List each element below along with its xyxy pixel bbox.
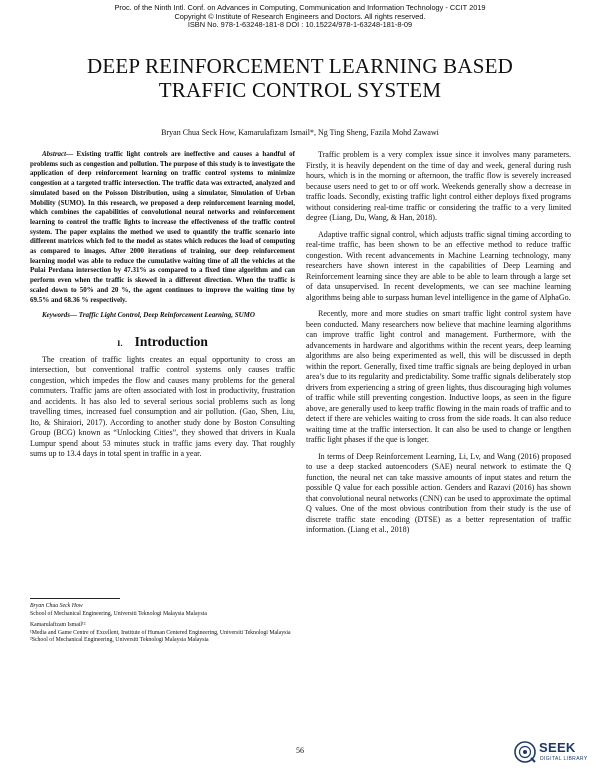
right-paragraph-3: Recently, more and more studies on smart traffic light control system have been conducted. Many researchers now believe that machine learning algorithms can improve traffic light control and management. Furthermore, with the advancements in hardware and algorithms within the recent years, deep learning algorithms are also being experimented as well, this will be discussed in depth within the report. Generally, fixed time traffic signals are being deployed in urban area’s due to its regularity and predictability. Some traffic signals deliberately stop drivers from experiencing a string of green lights, thus discouraging high volumes of traffic while still preventing congestion. Inductive loops, as seen in the figure above, are generally used to keep traffic flowing in the main roads of traffic and to detect if there are vehicles waiting to cross from the side roads. It can also reduce waiting time at the traffic intersection. It can also be used to change or lengthen traffic light phases if the que is longer. [306, 309, 571, 444]
right-column [306, 150, 571, 542]
abstract [30, 150, 295, 305]
footnote-author-1-name: Bryan Chua Seck How [30, 603, 83, 609]
footnote-author-2-affiliation-2: ²School of Mechanical Engineering, Universiti Teknologi Malaysia Malaysia [30, 637, 209, 644]
footnote-author-1 [30, 603, 295, 618]
logo-text-seek: SEEK [539, 740, 576, 755]
section-title: Introduction [134, 333, 208, 349]
header-line-3: ISBN No. 978-1-63248-181-8 DOI : 10.15224/978-1-63248-181-8-09 [187, 20, 413, 30]
page-number: 56 [296, 746, 304, 755]
title-line-2: TRAFFIC CONTROL SYSTEM [158, 78, 442, 102]
author-footnotes [30, 598, 295, 649]
right-paragraph-1: Traffic problem is a very complex issue since it involves many parameters. Firstly, it is heavily dependent on the time of day and week, general during rush hours, which is in the morning or afternoon, the traffic flow is severely increased because users need to get to or off work. Weekends generally show a decrease in traffic loads. Secondly, existing traffic light control either deploys fixed programs without considering real-time traffic or considering the traffic to a very limited degree (Liang, Du, Wang, & Han, 2018). [306, 150, 571, 222]
seek-digital-library-logo [514, 740, 590, 768]
abstract-text: Existing traffic light controls are ineffective and causes a handful of problems such as congestion and pollution. The purpose of this study is to investigate the application of deep reinforcement learning on traffic control systems to minimize congestion at a targeted traffic intersection. The traffic data was extracted, analyzed and simulated based on the Poisson Distribution, using a simulator, Simulation of Urban Mobility (SUMO). In this research, we proposed a deep reinforcement learning model, which combines the capabilities of convolutional neural networks and reinforcement learning to control the traffic lights to increase the effectiveness of the traffic control system. The paper explains the method we used to quantify the traffic scenario into different matrices which fed to the model as states which reduces the load of computing as compared to images. After 2000 iterations of training, our deep reinforcement learning model was able to reduce the cumulative waiting time of all the vehicles at the Pulai Perdana intersection by 47.31% as compared to a fixed time algorithm and can perform even when the traffic is skewed in a different direction. When the traffic is scaled down to 50% and 20 %, the agent continues to improve the waiting time by 69.5% and 68.36 % respectively. [30, 150, 295, 304]
section-heading-introduction [30, 334, 295, 350]
section-number: I. [117, 337, 123, 348]
abstract-label: Abstract— [42, 150, 74, 158]
header-line-1: Proc. of the Ninth Intl. Conf. on Advances in Computing, Communication and Information Technology - CCIT 2019 [114, 3, 486, 12]
footnote-author-2-affiliation-1: ¹Media and Game Centre of Excellent, Institute of Human Centered Engineering, Universiti Teknologi Malaysia [30, 629, 291, 636]
keywords: Keywords— Traffic Light Control, Deep Reinforcement Learning, SUMO [42, 311, 255, 320]
intro-paragraph-1: The creation of traffic lights creates an equal opportunity to cross an intersection, but conventional traffic control systems only causes traffic congestion, which impedes the flow and causes many problems for the general commuters. Traffic jams are often associated with lost in productivity, frustration and accidents. It has also led to several serious social problems such as long travelling times, increased fuel consumption and air pollution. (Gao, Shen, Liu, Ito, & Shiraiori, 2017). According to another study done by Boston Consulting Group (BCG) known as “Unlocking Cities”, they showed that drivers in Kuala Lumpur spend about 53 minutes stuck in traffic jams every day. That roughly sums up to 13.4 days in total spent in traffic in a year. [30, 354, 295, 459]
title-line-1: DEEP REINFORCEMENT LEARNING BASED [86, 54, 514, 78]
right-paragraph-4: In terms of Deep Reinforcement Learning, Li, Lv, and Wang (2016) proposed to use a deep stacked autoencoders (SAE) neural network to estimate the Q function, the neural net can take massive amounts of input states and return the possible Q value for each possible action. Genders and Razavi (2016) has shown that convolutional neural networks (CNN) can be used to approximate the optimal Q values. One of the most obvious contribution from their study is the use of discrete traffic state encoding (DTSE) as a better representation of traffic information. (Liang et al., 2018) [306, 451, 571, 534]
footnote-author-2-name: Kamarulafizam Ismail¹² [30, 622, 86, 629]
logo-text-digital-library: DIGITAL LIBRARY [540, 756, 588, 762]
right-paragraph-2: Adaptive traffic signal control, which adjusts traffic signal timing according to real-time traffic, has been shown to be an effective method to reduce traffic congestion. With recent advancements in Machine Learning technology, many researchers have shown interest in the capabilities of Deep Learning and Reinforcement learning since they are able to be able to learn through a large set of data unsupervised. In recent developments, we can see machine learning algorithms being able to surpass human level intelligence in the game of AlphaGo. [306, 229, 571, 302]
footnote-author-1-affiliation: School of Mechanical Engineering, Universiti Teknologi Malaysia Malaysia [30, 610, 207, 617]
proceedings-header [0, 4, 600, 30]
author-list: Bryan Chua Seck How, Kamarulafizam Ismail*, Ng Ting Sheng, Fazila Mohd Zawawi [161, 128, 439, 137]
seek-logo-icon [514, 741, 536, 763]
footnote-rule [30, 598, 120, 599]
footnote-author-2 [30, 622, 295, 645]
header-line-2: Copyright © Institute of Research Engineers and Doctors. All rights reserved. [174, 11, 426, 21]
paper-title [30, 54, 570, 102]
left-column [30, 150, 295, 466]
